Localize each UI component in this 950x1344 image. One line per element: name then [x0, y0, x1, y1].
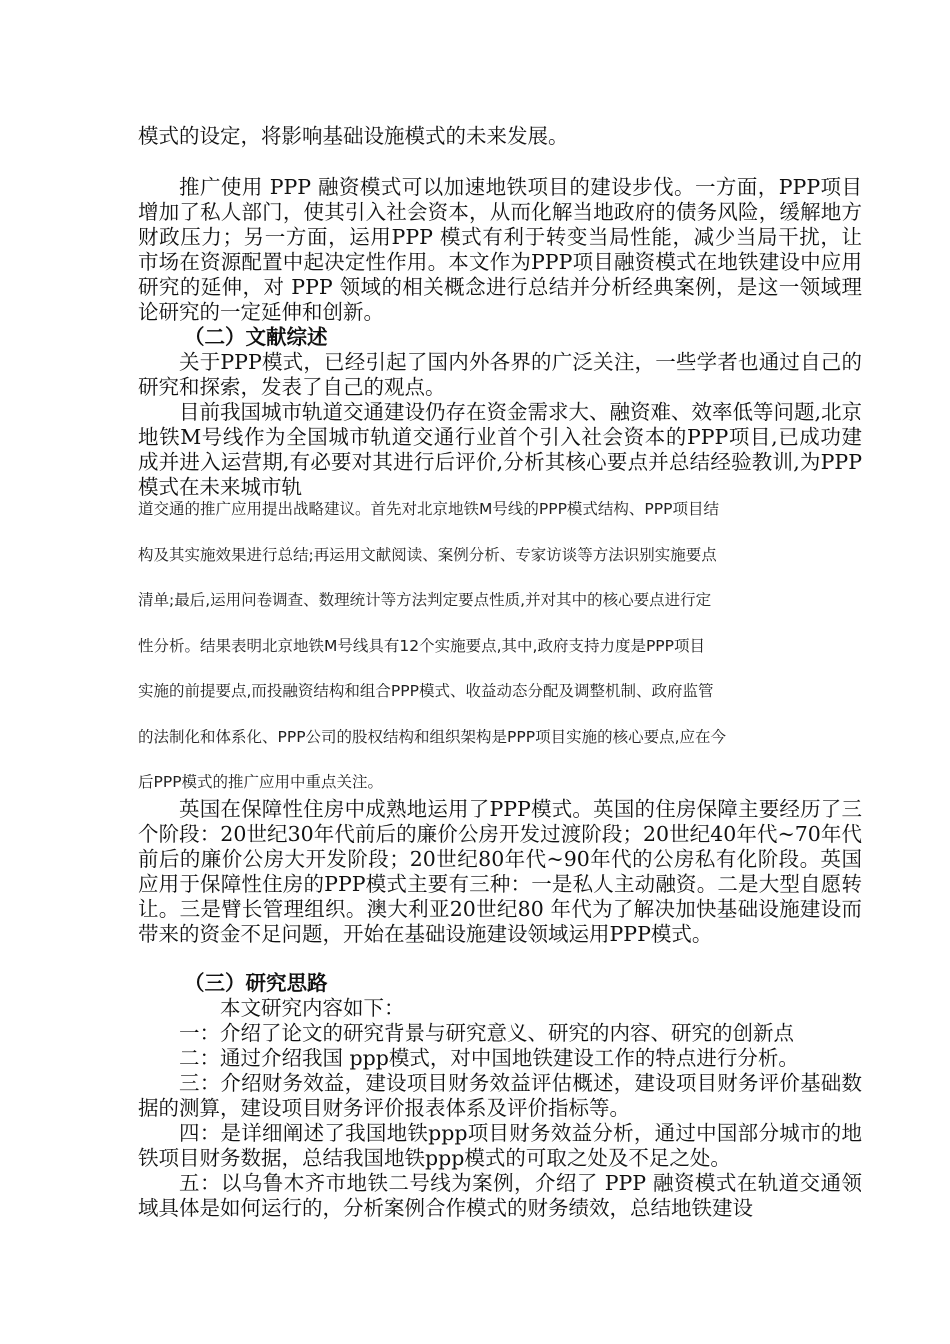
paragraph-text: 目前我国城市轨道交通建设仍存在资金需求大、融资难、效率低等问题,北京地铁M号线作为全国城市轨道交通行业首个引入社会资本的PPP项目,已成功建成并进入运营期,有必要对其进行后评价,分析其核心要点并总结经验教训,为PPP模式在未来城市轨: [138, 400, 863, 499]
section-heading-research-approach: （三）研究思路: [184, 971, 328, 995]
quote-line: 道交通的推广应用提出战略建议。首先对北京地铁M号线的PPP模式结构、PPP项目结: [138, 500, 719, 518]
quote-line: 性分析。结果表明北京地铁M号线具有12个实施要点,其中,政府支持力度是PPP项目: [138, 636, 705, 655]
paragraph-literature-1: [138, 350, 862, 400]
paragraph-intro-end: [138, 124, 862, 149]
quoted-abstract-block: [138, 487, 862, 806]
research-item: 一：介绍了论文的研究背景与研究意义、研究的内容、研究的创新点: [179, 1021, 794, 1045]
quote-line: 清单;最后,运用问卷调查、数理统计等方法判定要点性质,并对其中的核心要点进行定: [138, 591, 712, 609]
paragraph-uk-case: [138, 797, 862, 947]
paragraph-ppp-benefits: [138, 175, 862, 325]
paragraph-text: 关于PPP模式，已经引起了国内外各界的广泛关注，一些学者也通过自己的研究和探索，发表了自己的观点。: [138, 350, 862, 399]
section-heading-literature-review: （二）文献综述: [184, 325, 328, 349]
research-item: 三：介绍财务效益，建设项目财务效益评估概述，建设项目财务评价基础数据的测算，建设项目财务评价报表体系及评价指标等。: [138, 1071, 862, 1120]
research-item: 五：以乌鲁木齐市地铁二号线为案例，介绍了 PPP 融资模式在轨道交通领域具体是如何运行的，分析案例合作模式的财务绩效，总结地铁建设: [138, 1171, 862, 1220]
research-item: 四：是详细阐述了我国地铁ppp项目财务效益分析，通过中国部分城市的地铁项目财务数据，总结我国地铁ppp模式的可取之处及不足之处。: [138, 1121, 862, 1170]
paragraph-text: 模式的设定，将影响基础设施模式的未来发展。: [138, 124, 569, 148]
research-content-list: [138, 996, 862, 1221]
research-item: 二：通过介绍我国 ppp模式，对中国地铁建设工作的特点进行分析。: [179, 1046, 799, 1070]
quote-line: 实施的前提要点,而投融资结构和组合PPP模式、收益动态分配及调整机制、政府监管: [138, 682, 714, 700]
quote-line: 的法制化和体系化、PPP公司的股权结构和组织架构是PPP项目实施的核心要点,应在今: [138, 727, 727, 746]
research-intro: 本文研究内容如下：: [220, 996, 405, 1020]
paragraph-literature-2: [138, 400, 862, 500]
paragraph-text: 英国在保障性住房中成熟地运用了PPP模式。英国的住房保障主要经历了三个阶段：20世纪30年代前后的廉价公房开发过渡阶段；20世纪40年代~70年代前后的廉价公房大开发阶段；20世纪80年代~90年代的公房私有化阶段。英国应用于保障性住房的PPP模式主要有三种：一是私人主动融资。二是大型自愿转让。三是臂长管理组织。澳大利亚20世纪80 年代为了解决加快基础设施建设而带来的资金不足问题，开始在基础设施建设领域运用PPP模式。: [138, 797, 862, 946]
paragraph-text: 推广使用 PPP 融资模式可以加速地铁项目的建设步伐。一方面，PPP项目增加了私人部门，使其引入社会资本，从而化解当地政府的债务风险，缓解地方财政压力；另一方面，运用PPP 模式有利于转变当局性能，减少当局干扰，让市场在资源配置中起决定性作用。本文作为PPP项目融资模式在地铁建设中应用研究的延伸，对 PPP 领域的相关概念进行总结并分析经典案例，是这一领域理论研究的一定延伸和创新。: [138, 175, 862, 324]
quote-line: 构及其实施效果进行总结;再运用文献阅读、案例分析、专家访谈等方法识别实施要点: [138, 545, 717, 564]
quote-line: 后PPP模式的推广应用中重点关注。: [138, 773, 384, 791]
